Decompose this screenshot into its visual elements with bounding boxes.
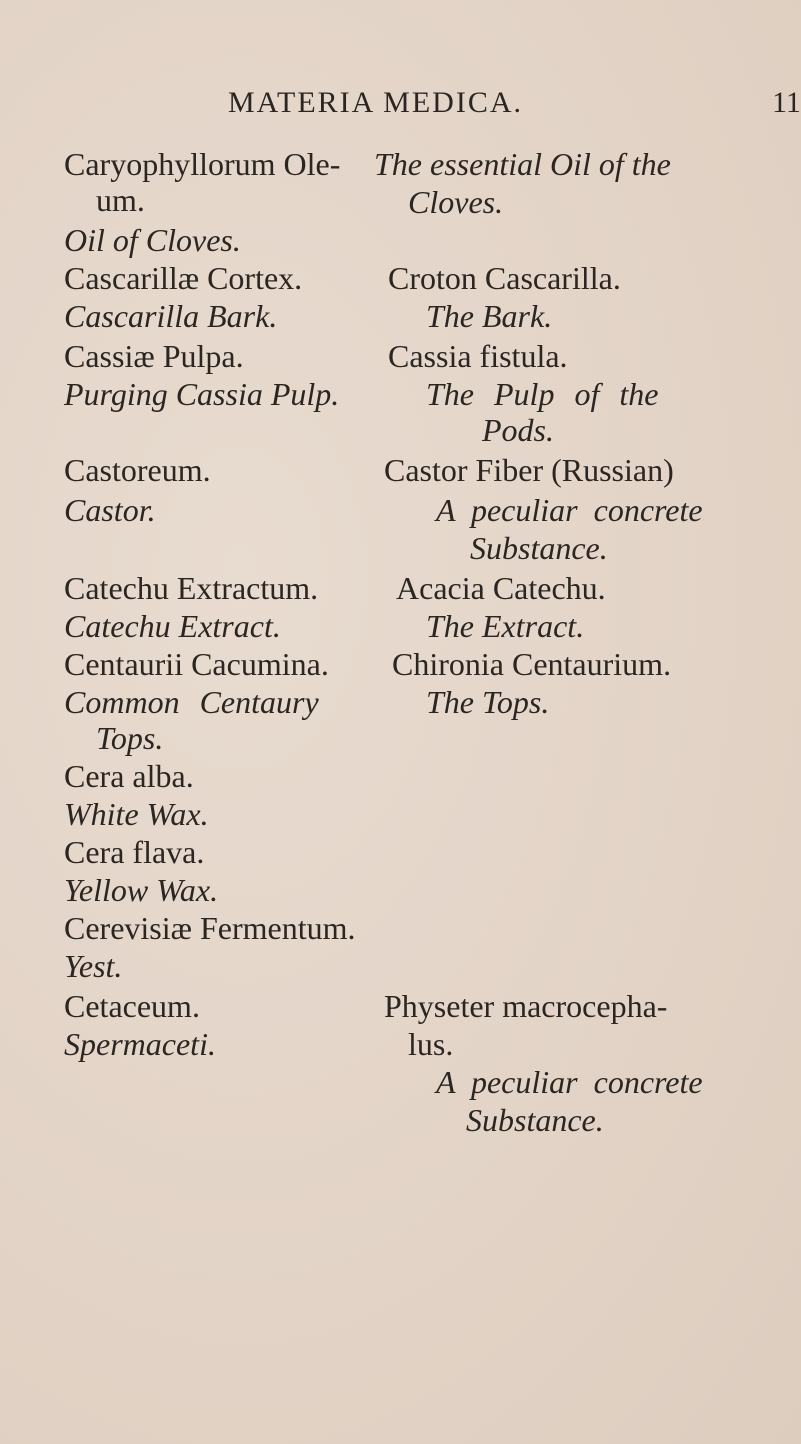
entry-source: Croton Cascarilla.: [388, 260, 621, 296]
entry-source-part: A peculiar concrete: [436, 492, 703, 528]
entry-english-name: Yest.: [64, 948, 123, 984]
running-title: MATERIA MEDICA.: [228, 86, 524, 119]
page-number: 11: [772, 86, 801, 119]
entry-latin-name: Cascarillæ Cortex.: [64, 260, 303, 296]
entry-source-cont: lus.: [408, 1026, 454, 1062]
entry-english-name: Spermaceti.: [64, 1026, 216, 1062]
entry-english-name: Cascarilla Bark.: [64, 298, 278, 334]
entry-english-name: White Wax.: [64, 796, 209, 832]
entry-source-part: The Tops.: [426, 684, 550, 720]
entry-latin-name: Cerevisiæ Fermentum.: [64, 910, 356, 946]
entry-latin-name: Catechu Extractum.: [64, 570, 319, 606]
entry-source-part-cont: Substance.: [466, 1102, 604, 1138]
entry-source-cont: Cloves.: [408, 184, 504, 220]
entry-source: Physeter macrocepha-: [384, 988, 668, 1024]
entry-source-part-cont: Substance.: [470, 530, 608, 566]
entry-english-name: Catechu Extract.: [64, 608, 281, 644]
entry-source-part: The Bark.: [426, 298, 553, 334]
entry-latin-name: Cera flava.: [64, 834, 205, 870]
entry-source: Acacia Catechu.: [396, 570, 606, 606]
entry-source: Cassia fistula.: [388, 338, 568, 374]
entry-source-part: The Extract.: [426, 608, 585, 644]
entry-source-part: A peculiar concrete: [436, 1064, 703, 1100]
entry-english-name: Oil of Cloves.: [64, 222, 241, 258]
entry-latin-name: Cassiæ Pulpa.: [64, 338, 244, 374]
entry-latin-name: Cera alba.: [64, 758, 194, 794]
entry-latin-name: Cetaceum.: [64, 988, 200, 1024]
entry-source: Castor Fiber (Russian): [384, 452, 674, 488]
entry-source: Chironia Centaurium.: [392, 646, 672, 682]
entry-latin-name-cont: um.: [96, 182, 145, 218]
entry-source-part-cont: Pods.: [482, 412, 554, 448]
entry-english-name: Yellow Wax.: [64, 872, 219, 908]
entry-source-part: The Pulp of the: [426, 376, 659, 412]
entry-english-name: Common Centaury: [64, 684, 319, 720]
entry-latin-name: Castoreum.: [64, 452, 211, 488]
entry-english-name: Purging Cassia Pulp.: [64, 376, 340, 412]
entry-latin-name: Centaurii Cacumina.: [64, 646, 329, 682]
entry-english-name-cont: Tops.: [96, 720, 164, 756]
entry-latin-name: Caryophyllorum Ole-: [64, 146, 341, 182]
entry-source: The essential Oil of the: [374, 146, 671, 182]
entry-english-name: Castor.: [64, 492, 156, 528]
